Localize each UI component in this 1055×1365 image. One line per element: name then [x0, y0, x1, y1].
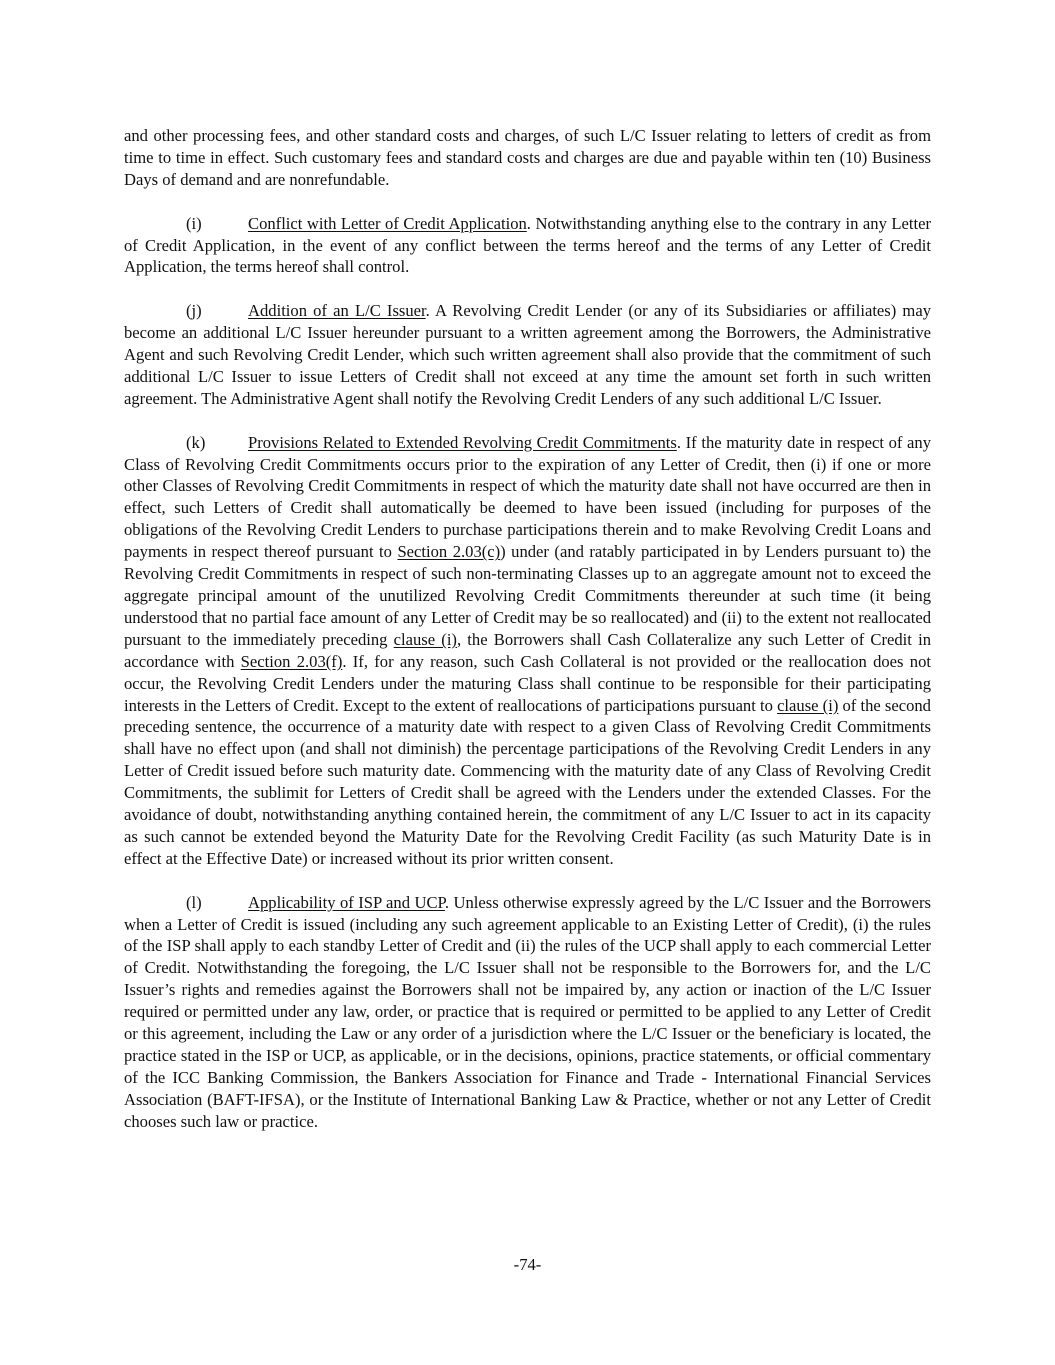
intro-text: and other processing fees, and other standard costs and charges, of such L/C Issuer relating to letters of credit as from time to time in effect. Such customary fees and standard costs and charges are due and payable within ten (10) Business Days of demand and are nonrefundable.	[124, 126, 931, 189]
section-i-heading: Conflict with Letter of Credit Application	[248, 213, 527, 233]
section-l-body: . Unless otherwise expressly agreed by the L/C Issuer and the Borrowers when a Letter of Credit is issued (including any such agreement applicable to an Existing Letter of Credit), (i) the rules of the ISP shall apply to each standby Letter of Credit and (ii) the rules of the UCP shall apply to each commercial Letter of Credit. Notwithstanding the foregoing, the L/C Issuer shall not be responsible to the Borrowers for, and the L/C Issuer’s rights and remedies against the Borrowers shall not be impaired by, any action or inaction of the L/C Issuer required or permitted under any law, order, or practice that is required or permitted to be applied to any Letter of Credit or this agreement, including the Law or any order of a jurisdiction where the L/C Issuer or the beneficiary is located, the practice stated in the ISP or UCP, as applicable, or in the decisions, opinions, practice statements, or official commentary of the ICC Banking Commission, the Bankers Association for Finance and Trade - International Financial Services Association (BAFT-IFSA), or the Institute of International Banking Law & Practice, whether or not any Letter of Credit chooses such law or practice.	[124, 892, 932, 1131]
section-k-text-4: . If, for any reason, such Cash Collateral is not provided or the reallocation does not occur, the Revolving Credit Lenders under the maturing Class shall continue to be responsible for their participating interests in the Letters of Credit. Except to the extent of reallocations of participations pursuant to	[124, 651, 931, 715]
document-page	[124, 125, 931, 1155]
section-j-paragraph	[124, 300, 931, 410]
section-j-heading: Addition of an L/C Issuer	[248, 301, 426, 321]
section-i-paragraph	[124, 213, 931, 279]
section-j-body: . A Revolving Credit Lender (or any of its Subsidiaries or affiliates) may become an additional L/C Issuer hereunder pursuant to a written agreement among the Borrowers, the Administrative Agent and such Revolving Credit Lender, which such written agreement shall also provide that the commitment of such additional L/C Issuer to issue Letters of Credit shall not exceed at any time the amount set forth in such written agreement. The Administrative Agent shall notify the Revolving Credit Lenders of any such additional L/C Issuer.	[124, 301, 931, 408]
page-number: -74-	[513, 1255, 542, 1274]
intro-paragraph	[124, 125, 931, 191]
section-k-heading: Provisions Related to Extended Revolving Credit Commitments	[248, 432, 677, 452]
section-2-03f-reference: Section 2.03(f)	[240, 651, 343, 671]
section-i-body: . Notwithstanding anything else to the contrary in any Letter of Credit Application, in the event of any conflict between the terms hereof and the terms of any Letter of Credit Application, the terms hereof shall control.	[124, 213, 931, 277]
section-k-text-5: of the second preceding sentence, the occurrence of a maturity date with respect to a given Class of Revolving Credit Commitments shall have no effect upon (and shall not diminish) the percentage participations of the Revolving Credit Lenders in any Letter of Credit issued before such maturity date. Commencing with the maturity date of any Class of Revolving Credit Commitments, the sublimit for Letters of Credit shall be agreed with the Lenders under the extended Classes. For the avoidance of doubt, notwithstanding anything contained herein, the commitment of any L/C Issuer to act in its capacity as such cannot be extended beyond the Maturity Date for the Revolving Credit Facility (as such Maturity Date is in effect at the Effective Date) or increased without its prior written consent.	[124, 695, 931, 868]
section-k-paragraph	[124, 432, 931, 870]
section-k-number: (k)	[186, 432, 206, 452]
section-j-number: (j)	[186, 301, 202, 321]
section-2-03c-reference: Section 2.03(c)	[397, 542, 501, 562]
clause-i-reference-second: clause (i)	[777, 695, 839, 715]
section-k-text-3: , the Borrowers shall Cash Collateralize any such Letter of Credit in accordance with	[124, 629, 931, 671]
section-i-number: (i)	[186, 213, 202, 233]
clause-i-reference: clause (i)	[393, 629, 457, 649]
section-k-text-2: ) under (and ratably participated in by Lenders pursuant to) the Revolving Credit Commitments in respect of such non-terminating Classes up to an aggregate amount not to exceed the aggregate principal amount of the unutilized Revolving Credit Commitments thereunder at such time (it being understood that no partial face amount of any Letter of Credit may be so reallocated) and (ii) to the extent not reallocated pursuant to the immediately preceding	[124, 542, 931, 649]
section-l-paragraph	[124, 892, 931, 1133]
section-l-heading: Applicability of ISP and UCP	[248, 892, 445, 912]
section-k-text-1: . If the maturity date in respect of any Class of Revolving Credit Commitments occurs prior to the expiration of any Letter of Credit, then (i) if one or more other Classes of Revolving Credit Commitments in respect of which the maturity date shall not have occurred are then in effect, such Letters of Credit shall automatically be deemed to have been issued (including for purposes of the obligations of the Revolving Credit Lenders to purchase participations therein and to make Revolving Credit Loans and payments in respect thereof pursuant to	[124, 432, 931, 562]
section-l-number: (l)	[186, 892, 202, 912]
